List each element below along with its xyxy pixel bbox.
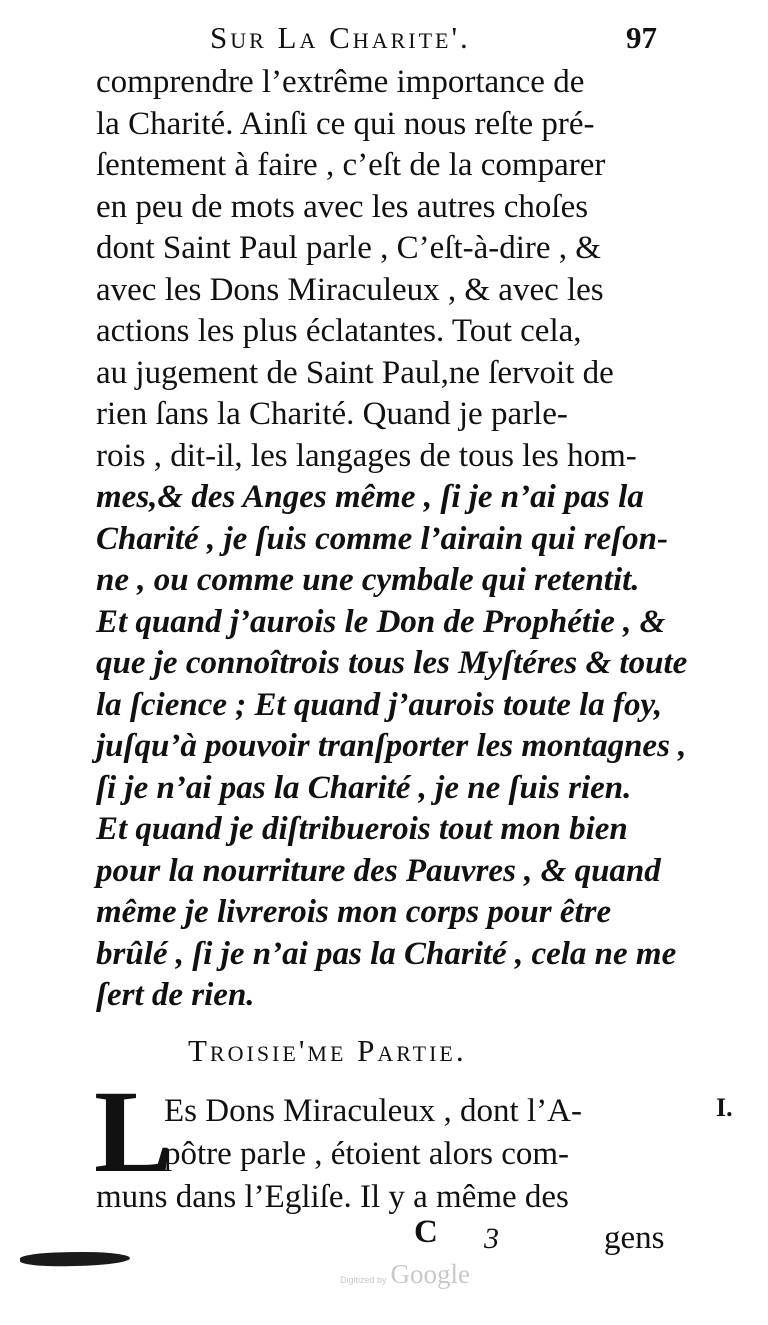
text-line: rien ſans la Charité. Quand je parle- xyxy=(96,396,568,432)
margin-note: I. xyxy=(716,1093,733,1122)
signature-mark: C xyxy=(414,1214,438,1250)
catchword: gens xyxy=(604,1220,665,1256)
scripture-quote-line: Et quand je diſtribuerois tout mon bien xyxy=(96,811,628,847)
text-line: rois , dit-il, les langages de tous les hom- xyxy=(96,437,637,474)
scripture-quote-line: brûlé , ſi je n’ai pas la Charité , cela ne me xyxy=(96,935,677,972)
drop-cap: L xyxy=(94,1066,173,1197)
scripture-quote-line: la ſcience ; Et quand j’aurois toute la foy, xyxy=(96,686,663,723)
text-line: au jugement de Saint Paul,ne ſervoit de xyxy=(96,354,614,391)
text-line: en peu de mots avec les autres choſes xyxy=(96,188,589,225)
scripture-quote-line: juſqu’à pouvoir tranſporter les montagnes , xyxy=(96,728,687,764)
scripture-quote-line: Et quand j’aurois le Don de Prophétie , & xyxy=(96,603,666,640)
paragraph xyxy=(96,1090,686,1219)
scripture-quote-line: Charité , je ſuis comme l’airain qui reſon- xyxy=(96,520,669,557)
text-line: avec les Dons Miraculeux , & avec les xyxy=(96,271,604,308)
digitized-watermark xyxy=(340,1259,470,1290)
section-heading: Troisie'me Partie. xyxy=(188,1033,467,1068)
scripture-quote-line: que je connoîtrois tous les Myſtéres & toute xyxy=(96,645,688,681)
scripture-quote-line: pour la nourriture des Pauvres , & quand xyxy=(96,852,661,889)
scripture-quote-line: ſi je n’ai pas la Charité , je ne ſuis rien. xyxy=(96,769,632,806)
scripture-quote-line: même je livrerois mon corps pour être xyxy=(96,894,612,930)
text-line: muns dans l’Egliſe. Il y a même des xyxy=(96,1179,569,1215)
watermark-prefix: Digitized by xyxy=(340,1275,387,1285)
ink-blot xyxy=(20,1251,130,1268)
scripture-quote-line: ne , ou comme une cymbale qui retentit. xyxy=(96,562,640,598)
text-line: actions les plus éclatantes. Tout cela, xyxy=(96,313,582,349)
text-line: la Charité. Ainſi ce qui nous reſte pré- xyxy=(96,105,595,142)
scripture-quote-line: ſert de rien. xyxy=(96,977,255,1013)
text-line: dont Saint Paul parle , C’eſt-à-dire , & xyxy=(96,230,601,266)
page-number: 97 xyxy=(626,20,657,55)
text-line: comprendre l’extrême importance de xyxy=(96,64,585,100)
text-line: Es Dons Miraculeux , dont l’A- xyxy=(164,1093,582,1129)
text-line: pôtre parle , étoient alors com- xyxy=(164,1136,570,1172)
text-line: ſentement à faire , c’eſt de la comparer xyxy=(96,147,606,183)
signature-number: 3 xyxy=(484,1222,499,1255)
scripture-quote-line: mes,& des Anges même , ſi je n’ai pas la xyxy=(96,479,644,515)
watermark-brand: Google xyxy=(390,1259,471,1289)
running-head: Sur La Charite'. xyxy=(210,20,471,55)
body-text xyxy=(96,62,686,1017)
